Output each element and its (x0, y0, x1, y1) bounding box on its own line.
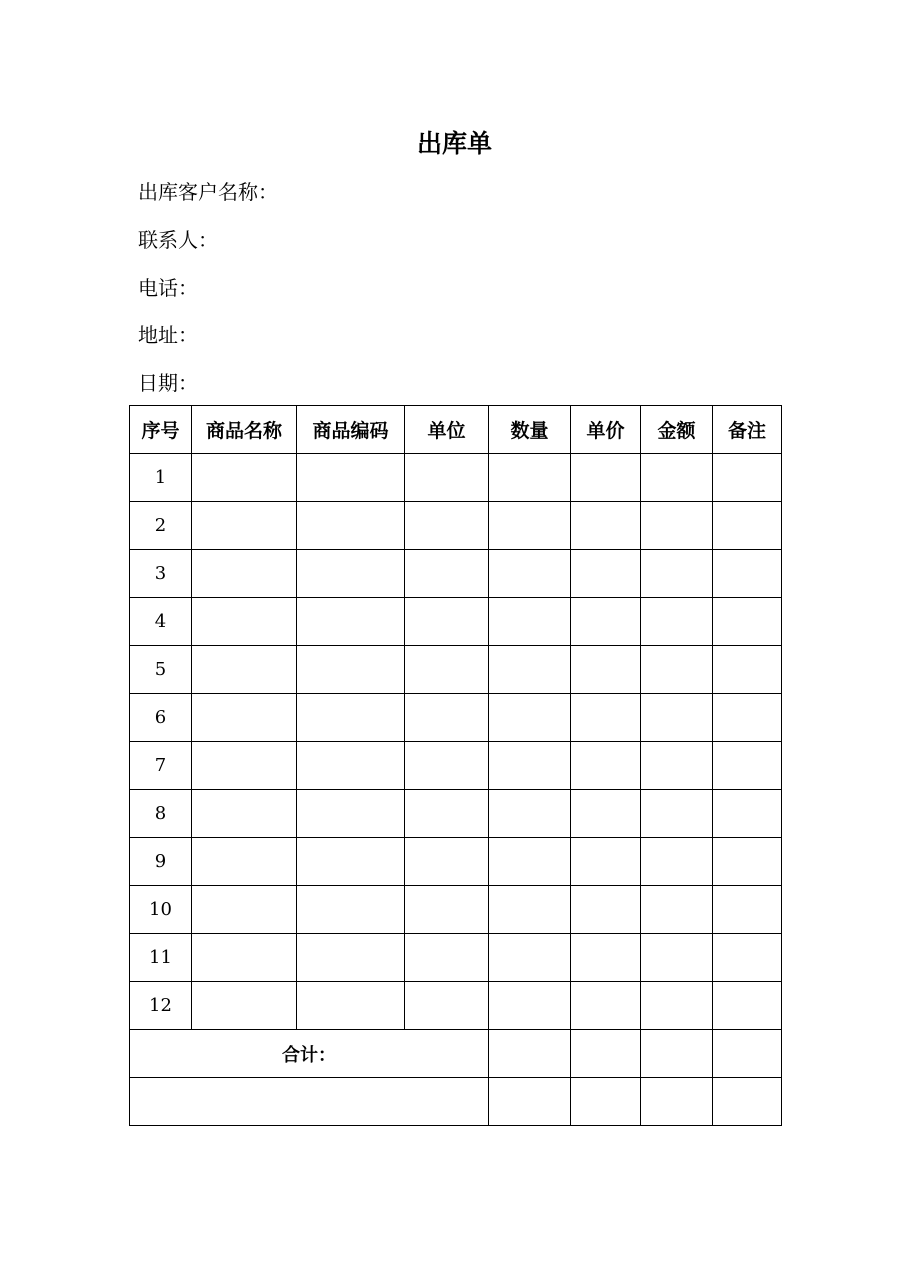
cell-remarks[interactable] (713, 886, 782, 934)
row-index: 7 (130, 742, 192, 790)
cell-unit[interactable] (405, 502, 489, 550)
footer-amount-cell[interactable] (641, 1078, 713, 1126)
total-amount-cell[interactable] (641, 1030, 713, 1078)
cell-amount[interactable] (641, 550, 713, 598)
cell-unit[interactable] (405, 550, 489, 598)
footer-row (130, 1078, 782, 1126)
cell-unit-price[interactable] (571, 982, 641, 1030)
cell-product-name[interactable] (192, 454, 297, 502)
cell-quantity[interactable] (489, 838, 571, 886)
contact-person-label: 联系人： (138, 228, 218, 252)
cell-quantity[interactable] (489, 742, 571, 790)
table-row (130, 790, 782, 838)
cell-unit-price[interactable] (571, 646, 641, 694)
cell-unit[interactable] (405, 886, 489, 934)
row-index: 1 (130, 454, 192, 502)
cell-unit-price[interactable] (571, 454, 641, 502)
total-unit-price-cell[interactable] (571, 1030, 641, 1078)
cell-amount[interactable] (641, 790, 713, 838)
cell-quantity[interactable] (489, 502, 571, 550)
cell-remarks[interactable] (713, 550, 782, 598)
footer-unit-price-cell[interactable] (571, 1078, 641, 1126)
cell-product-name[interactable] (192, 694, 297, 742)
row-index: 8 (130, 790, 192, 838)
cell-amount[interactable] (641, 982, 713, 1030)
cell-unit-price[interactable] (571, 550, 641, 598)
cell-unit[interactable] (405, 454, 489, 502)
header-unit-price: 单价 (571, 406, 641, 454)
table-row (130, 502, 782, 550)
cell-product-code[interactable] (297, 790, 405, 838)
cell-unit-price[interactable] (571, 502, 641, 550)
header-remarks: 备注 (713, 406, 782, 454)
footer-blank-cell[interactable] (130, 1078, 489, 1126)
total-quantity-cell[interactable] (489, 1030, 571, 1078)
cell-amount[interactable] (641, 838, 713, 886)
cell-quantity[interactable] (489, 886, 571, 934)
date-label: 日期： (138, 371, 198, 395)
row-index: 4 (130, 598, 192, 646)
customer-name-label: 出库客户名称： (138, 180, 278, 204)
cell-product-code[interactable] (297, 982, 405, 1030)
cell-product-code[interactable] (297, 742, 405, 790)
table-row (130, 694, 782, 742)
cell-quantity[interactable] (489, 454, 571, 502)
cell-unit-price[interactable] (571, 598, 641, 646)
header-amount: 金额 (641, 406, 713, 454)
cell-amount[interactable] (641, 502, 713, 550)
cell-unit-price[interactable] (571, 694, 641, 742)
cell-unit-price[interactable] (571, 838, 641, 886)
cell-product-code[interactable] (297, 694, 405, 742)
header-product-code: 商品编码 (297, 406, 405, 454)
cell-unit-price[interactable] (571, 742, 641, 790)
cell-product-name[interactable] (192, 934, 297, 982)
cell-product-code[interactable] (297, 454, 405, 502)
cell-product-name[interactable] (192, 598, 297, 646)
cell-unit[interactable] (405, 934, 489, 982)
row-index: 2 (130, 502, 192, 550)
cell-unit-price[interactable] (571, 790, 641, 838)
cell-unit[interactable] (405, 646, 489, 694)
cell-remarks[interactable] (713, 694, 782, 742)
cell-product-code[interactable] (297, 550, 405, 598)
cell-remarks[interactable] (713, 646, 782, 694)
cell-amount[interactable] (641, 454, 713, 502)
cell-unit[interactable] (405, 742, 489, 790)
cell-amount[interactable] (641, 694, 713, 742)
table-row (130, 454, 782, 502)
cell-product-code[interactable] (297, 838, 405, 886)
document-title: 出库单 (416, 129, 492, 158)
cell-product-code[interactable] (297, 598, 405, 646)
cell-product-name[interactable] (192, 886, 297, 934)
cell-unit[interactable] (405, 838, 489, 886)
cell-product-name[interactable] (192, 838, 297, 886)
cell-product-name[interactable] (192, 502, 297, 550)
cell-product-name[interactable] (192, 790, 297, 838)
table-header-row (130, 406, 782, 454)
table-row (130, 646, 782, 694)
cell-remarks[interactable] (713, 742, 782, 790)
cell-unit[interactable] (405, 598, 489, 646)
cell-product-code[interactable] (297, 502, 405, 550)
header-index: 序号 (130, 406, 192, 454)
phone-label: 电话： (138, 276, 198, 300)
cell-remarks[interactable] (713, 454, 782, 502)
cell-amount[interactable] (641, 646, 713, 694)
row-index: 5 (130, 646, 192, 694)
footer-quantity-cell[interactable] (489, 1078, 571, 1126)
cell-amount[interactable] (641, 934, 713, 982)
row-index: 12 (130, 982, 192, 1030)
cell-product-name[interactable] (192, 982, 297, 1030)
table-row (130, 598, 782, 646)
cell-product-code[interactable] (297, 934, 405, 982)
cell-quantity[interactable] (489, 982, 571, 1030)
cell-remarks[interactable] (713, 790, 782, 838)
table-row (130, 742, 782, 790)
cell-quantity[interactable] (489, 598, 571, 646)
cell-product-name[interactable] (192, 646, 297, 694)
row-index: 10 (130, 886, 192, 934)
table-row (130, 886, 782, 934)
cell-amount[interactable] (641, 598, 713, 646)
cell-quantity[interactable] (489, 550, 571, 598)
cell-product-name[interactable] (192, 550, 297, 598)
cell-unit[interactable] (405, 982, 489, 1030)
cell-quantity[interactable] (489, 934, 571, 982)
row-index: 6 (130, 694, 192, 742)
cell-remarks[interactable] (713, 934, 782, 982)
cell-product-code[interactable] (297, 646, 405, 694)
row-index: 3 (130, 550, 192, 598)
table-row (130, 934, 782, 982)
cell-remarks[interactable] (713, 502, 782, 550)
cell-quantity[interactable] (489, 646, 571, 694)
table-row (130, 982, 782, 1030)
cell-unit[interactable] (405, 694, 489, 742)
table-row (130, 550, 782, 598)
cell-product-code[interactable] (297, 886, 405, 934)
cell-remarks[interactable] (713, 598, 782, 646)
cell-quantity[interactable] (489, 694, 571, 742)
cell-unit-price[interactable] (571, 934, 641, 982)
cell-remarks[interactable] (713, 838, 782, 886)
cell-amount[interactable] (641, 742, 713, 790)
total-remarks-cell[interactable] (713, 1030, 782, 1078)
row-index: 11 (130, 934, 192, 982)
cell-product-name[interactable] (192, 742, 297, 790)
cell-quantity[interactable] (489, 790, 571, 838)
outbound-items-table (129, 405, 782, 1126)
cell-unit-price[interactable] (571, 886, 641, 934)
cell-amount[interactable] (641, 886, 713, 934)
total-row (130, 1030, 782, 1078)
cell-unit[interactable] (405, 790, 489, 838)
header-product-name: 商品名称 (192, 406, 297, 454)
header-unit: 单位 (405, 406, 489, 454)
cell-remarks[interactable] (713, 982, 782, 1030)
header-quantity: 数量 (489, 406, 571, 454)
table-row (130, 838, 782, 886)
total-label: 合计： (130, 1030, 489, 1078)
footer-remarks-cell[interactable] (713, 1078, 782, 1126)
address-label: 地址： (138, 323, 198, 347)
row-index: 9 (130, 838, 192, 886)
